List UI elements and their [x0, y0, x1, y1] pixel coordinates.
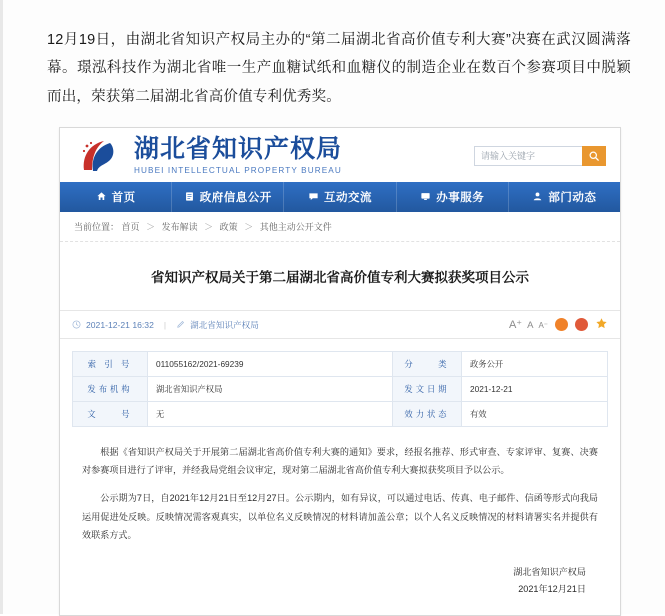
- breadcrumb-item-release[interactable]: 发布解读: [161, 221, 198, 232]
- breadcrumb: [60, 212, 620, 242]
- signature-date: 2021年12月21日: [518, 584, 586, 595]
- body-paragraph-1: 根据《省知识产权局关于开展第二届湖北省高价值专利大赛的通知》要求，经报名推荐、形式审查、专家评审、复赛、决赛对参赛项目进行了评审，并经我局党组会议审定，现对第二届湖北省高价值专利大赛拟获奖项目予以公示。: [82, 447, 598, 476]
- breadcrumb-item-policy[interactable]: 政策: [219, 221, 238, 232]
- body-paragraph-2: 公示期为7日，自2021年12月21日至12月27日。公示期内，如有异议，可以通过电话、传真、电子邮件、信函等形式向我局运用促进处反映。反映情况需客观真实，以单位名义反映情况的材料请加盖公章；以个人名义反映情况的材料请署实名并提供有效联系方式。: [82, 493, 598, 540]
- font-size-small[interactable]: A⁻: [538, 321, 548, 331]
- wechat-icon[interactable]: [575, 318, 588, 331]
- weibo-icon[interactable]: [555, 318, 568, 331]
- nav-label: 互动交流: [324, 191, 372, 204]
- cell-label-publisher: 发布机构: [73, 377, 148, 402]
- logo-swoosh-icon: [80, 138, 120, 174]
- pen-icon: [176, 320, 185, 329]
- clock-icon: [72, 320, 81, 329]
- home-icon: [96, 191, 107, 202]
- nav-item-interaction[interactable]: [284, 182, 396, 212]
- chat-icon: [308, 191, 319, 202]
- article-meta-bar: [60, 310, 620, 339]
- document-info-table: [72, 351, 608, 427]
- embedded-site-screenshot: [59, 127, 621, 616]
- nav-label: 办事服务: [436, 191, 485, 204]
- cell-value-category: 政务公开: [462, 352, 608, 377]
- nav-label: 首页: [111, 191, 136, 204]
- table-row: [73, 377, 608, 402]
- cell-label-status: 效力状态: [393, 402, 462, 427]
- cell-value-publisher: 湖北省知识产权局: [148, 377, 393, 402]
- table-row: [73, 352, 608, 377]
- search-icon: [588, 150, 600, 162]
- article-signature: [60, 560, 620, 615]
- logo-title-en: HUBEI INTELLECTUAL PROPERTY BUREAU: [134, 165, 342, 175]
- font-size-large[interactable]: A⁺: [508, 319, 523, 332]
- search-box[interactable]: [474, 146, 606, 166]
- article-body: [60, 427, 620, 560]
- breadcrumb-prefix: 当前位置：: [74, 221, 120, 232]
- search-button[interactable]: [582, 146, 606, 166]
- cell-value-date: 2021-12-21: [462, 377, 608, 402]
- cell-label-date: 发文日期: [393, 377, 462, 402]
- cell-label-docnumber: 文 号: [73, 402, 148, 427]
- user-icon: [532, 191, 543, 202]
- nav-item-government-info[interactable]: [172, 182, 284, 212]
- meta-divider: |: [163, 319, 167, 330]
- cell-value-docnumber: 无: [148, 402, 393, 427]
- search-input[interactable]: 请输入关键字: [474, 146, 582, 166]
- meta-actions: [509, 317, 608, 332]
- bureau-logo-icon: [74, 134, 128, 178]
- nav-item-department-news[interactable]: [509, 182, 620, 212]
- favorite-icon[interactable]: [595, 317, 608, 332]
- main-navigation[interactable]: [60, 182, 620, 212]
- publish-source-text: 湖北省知识产权局: [190, 319, 259, 330]
- site-header: [60, 128, 620, 182]
- breadcrumb-separator: ＞: [204, 221, 214, 232]
- cell-label-index: 索 引 号: [73, 352, 148, 377]
- breadcrumb-separator: ＞: [244, 221, 254, 232]
- cell-value-status: 有效: [462, 402, 608, 427]
- article-intro: 12月19日，由湖北省知识产权局主办的“第二届湖北省高价值专利大赛”决赛在武汉圆满落幕。璟泓科技作为湖北省唯一生产血糖试纸和血糖仪的制造企业在数百个参赛项目中脱颖而出，荣获第二届湖北省高价值专利优秀奖。: [47, 32, 631, 105]
- monitor-icon: [420, 191, 431, 202]
- publish-time: [72, 320, 154, 330]
- publish-time-text: 2021-12-21 16:32: [86, 319, 154, 330]
- table-row: [73, 402, 608, 427]
- breadcrumb-separator: ＞: [146, 221, 156, 232]
- nav-item-home[interactable]: [60, 182, 172, 212]
- nav-label: 政府信息公开: [199, 191, 272, 204]
- logo-title-cn: 湖北省知识产权局: [134, 135, 343, 163]
- publish-source: [176, 319, 259, 331]
- document-icon: [184, 191, 195, 202]
- logo-text: [134, 137, 342, 175]
- font-size-controls[interactable]: [509, 318, 548, 331]
- signature-org: 湖北省知识产权局: [513, 566, 586, 577]
- breadcrumb-item-other[interactable]: 其他主动公开文件: [259, 221, 332, 232]
- nav-label: 部门动态: [548, 191, 597, 204]
- breadcrumb-item-home[interactable]: 首页: [121, 221, 140, 232]
- cell-label-category: 分 类: [393, 352, 462, 377]
- font-size-medium[interactable]: A: [527, 320, 534, 332]
- page-title: 省知识产权局关于第二届湖北省高价值专利大赛拟获奖项目公示: [151, 269, 529, 285]
- nav-item-services[interactable]: [397, 182, 509, 212]
- cell-value-index: 011055162/2021-69239: [148, 352, 393, 377]
